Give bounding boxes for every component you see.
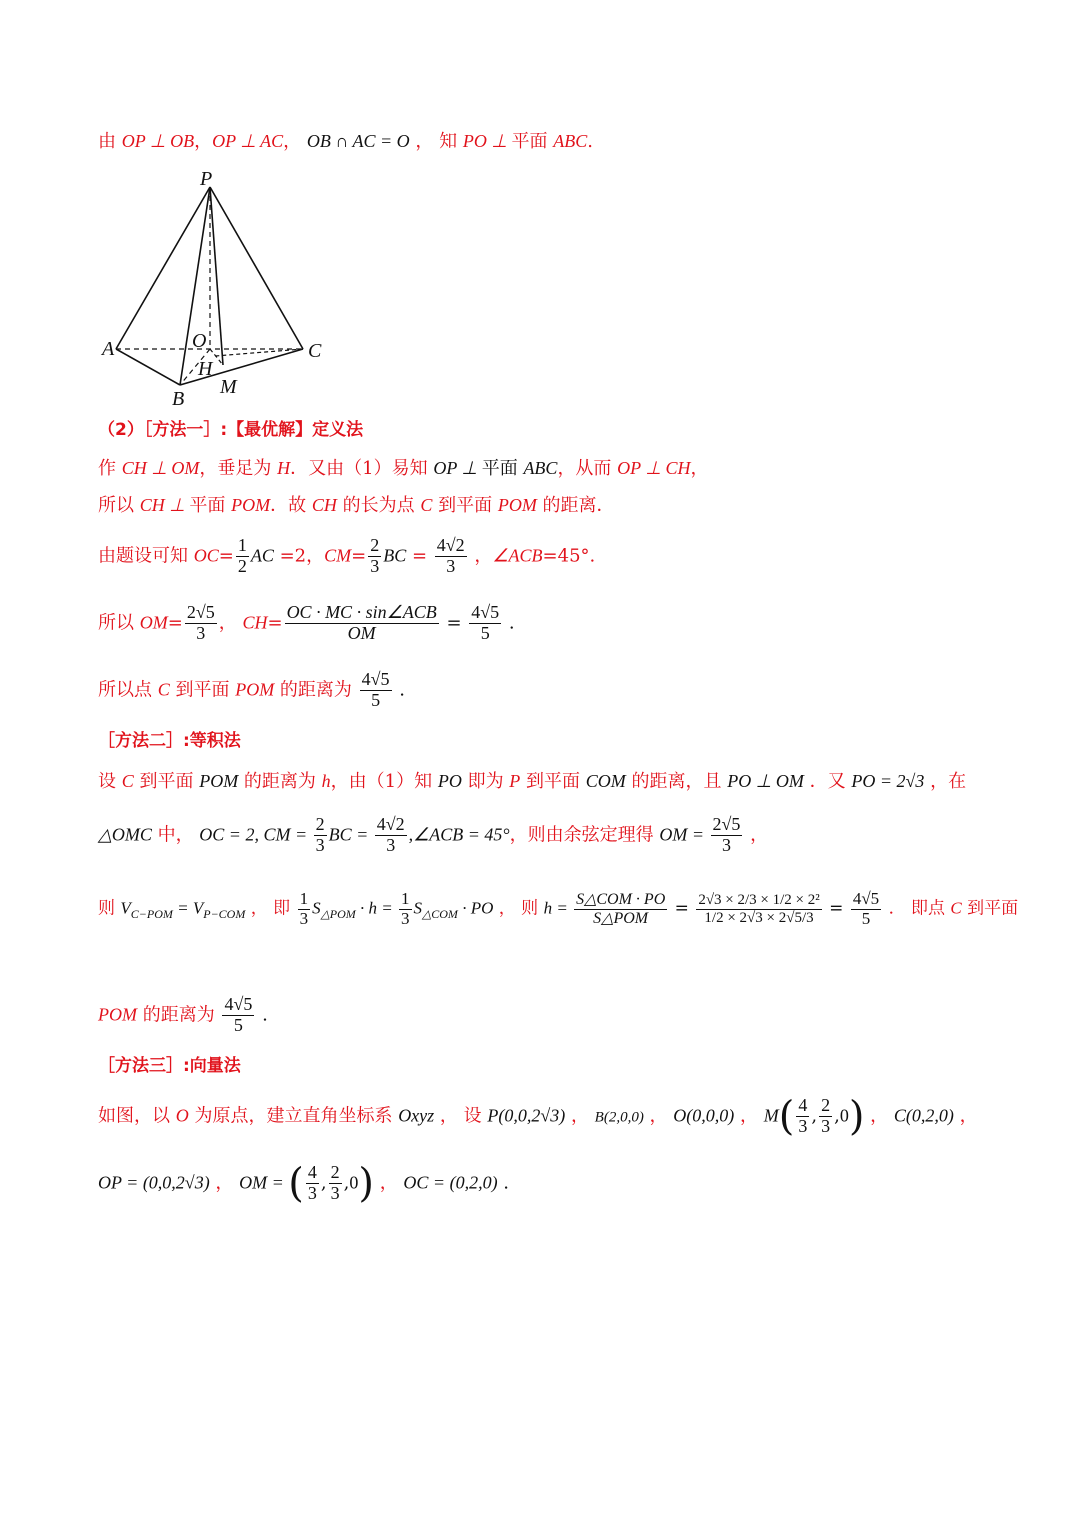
- text: =: [440, 612, 468, 634]
- math: OM =: [659, 824, 709, 845]
- text: 所以: [98, 612, 140, 634]
- math: POM: [497, 495, 537, 515]
- text: 的距离为: [274, 679, 358, 701]
- numerator: 2√3 × 2/3 × 1/2 × 2²: [698, 892, 820, 909]
- denominator: S△POM: [593, 909, 649, 927]
- math: POM: [199, 771, 239, 791]
- text: .: [587, 131, 593, 152]
- numerator: 1: [237, 535, 247, 555]
- edge-PM: [210, 187, 223, 365]
- math: O(0,0,0): [673, 1105, 735, 1126]
- edge-PA: [116, 187, 210, 349]
- numerator: S△COM · PO: [576, 891, 666, 909]
- text: ，从而: [557, 458, 618, 479]
- denominator: 5: [861, 908, 871, 928]
- text: ，垂足为: [199, 458, 278, 479]
- right-paren: ): [848, 1093, 865, 1140]
- math: M: [763, 1105, 779, 1126]
- denominator: 3: [798, 1115, 808, 1136]
- heading-text: ［方法三］:向量法: [98, 1056, 241, 1076]
- text: ，: [283, 131, 307, 152]
- text: 平面: [189, 495, 232, 516]
- subscript: P−COM: [203, 907, 246, 922]
- math: CH: [311, 495, 337, 515]
- label-B: B: [172, 388, 185, 407]
- fraction: [399, 890, 412, 928]
- math: C(0,2,0): [893, 1105, 954, 1126]
- line-5: [98, 536, 595, 577]
- math: POM: [98, 1004, 137, 1025]
- label-C: C: [308, 340, 322, 362]
- denominator: 3: [446, 555, 456, 576]
- numerator: 1: [401, 889, 410, 908]
- text: ，则由余弦定理得: [509, 824, 660, 846]
- text: 平面: [481, 458, 524, 479]
- math: P(0,0,2√3): [487, 1105, 566, 1126]
- math: ABC: [553, 131, 588, 151]
- math: OB ∩ AC = O: [306, 131, 410, 151]
- numerator: 4√2: [376, 814, 405, 834]
- heading-text: ［方法二］:等积法: [98, 731, 241, 751]
- math: OC = 2, CM =: [199, 824, 312, 845]
- denominator: 3: [307, 1182, 317, 1203]
- heading-text: （2）［方法一］:【最优解】定义法: [98, 420, 364, 440]
- math: PO ⊥: [462, 131, 512, 151]
- math: OP ⊥ CH: [617, 458, 691, 478]
- text: 的长为点: [336, 495, 421, 516]
- numerator: 4√2: [436, 535, 465, 555]
- subscript: △COM: [422, 907, 458, 922]
- text: =: [267, 612, 283, 634]
- coordinate: 0: [349, 1172, 359, 1193]
- denominator: 1/2 × 2√3 × 2√5/3: [704, 909, 814, 926]
- math: OP ⊥: [433, 458, 482, 478]
- edge-AB: [116, 349, 180, 385]
- text: 由: [98, 131, 122, 152]
- comma: ,: [320, 1172, 327, 1194]
- math: ∠ACB: [492, 545, 543, 566]
- fraction: [819, 1096, 832, 1137]
- math: OC = (0,2,0): [403, 1172, 498, 1193]
- math: OP = (0,0,2√3): [98, 1172, 210, 1193]
- comma: ,: [811, 1105, 818, 1127]
- text: =: [351, 545, 367, 567]
- denominator: 3: [386, 834, 396, 855]
- math: h =: [543, 898, 573, 918]
- fraction: [711, 815, 743, 856]
- text: =: [406, 545, 433, 567]
- math: ABC: [523, 458, 558, 478]
- fraction: [851, 890, 881, 928]
- text: ．又由（1）易知: [290, 458, 434, 479]
- numerator: 1: [299, 889, 309, 908]
- text: 所以点: [98, 679, 158, 701]
- text: 即为: [461, 771, 510, 792]
- math: V: [120, 898, 131, 918]
- text: 到平面: [520, 771, 586, 792]
- coordinate: 0: [839, 1105, 849, 1126]
- fraction: [696, 892, 821, 926]
- fraction: [368, 536, 381, 577]
- numerator: 4√5: [361, 669, 390, 689]
- edge-PB: [180, 187, 210, 385]
- text: 如图，以: [98, 1105, 176, 1127]
- math: C: [420, 495, 433, 515]
- fraction: [375, 815, 407, 856]
- math: · h =: [355, 898, 398, 918]
- text: ，: [209, 1172, 240, 1194]
- numerator: 2: [315, 814, 325, 834]
- math: CH ⊥: [139, 495, 190, 515]
- label-H: H: [198, 358, 213, 380]
- text: =: [669, 898, 695, 919]
- math: ,∠ACB = 45°: [408, 824, 510, 845]
- line-9: [98, 772, 966, 791]
- math: POM: [231, 495, 271, 515]
- text: ，: [194, 131, 213, 152]
- text: ，: [734, 1105, 764, 1127]
- numerator: 2: [370, 535, 380, 555]
- math: PO ⊥ OM: [727, 771, 804, 791]
- text: ，: [953, 1105, 978, 1127]
- numerator: 4√5: [471, 602, 500, 622]
- math: OM: [139, 612, 168, 633]
- math: CH: [242, 612, 268, 633]
- math: CM: [324, 545, 352, 566]
- denominator: 3: [401, 908, 410, 928]
- text: ，在: [924, 771, 967, 792]
- fraction: [222, 995, 254, 1036]
- math: OP ⊥ AC: [212, 131, 284, 151]
- math: = V: [172, 898, 204, 918]
- fraction: [435, 536, 467, 577]
- numerator: 2: [330, 1162, 340, 1182]
- math: C: [121, 771, 134, 791]
- text: .: [503, 612, 515, 634]
- text: 到平面: [133, 771, 200, 792]
- text: .: [497, 1172, 510, 1194]
- denominator: 3: [821, 1115, 831, 1136]
- line-4: [98, 496, 615, 515]
- text: =2，: [273, 545, 325, 567]
- text: 所以: [98, 495, 140, 516]
- text: =: [167, 612, 183, 634]
- text: ，: [565, 1105, 595, 1127]
- left-paren: (: [778, 1093, 795, 1140]
- method-one-heading: [98, 422, 363, 439]
- numerator: 2: [821, 1095, 831, 1115]
- denominator: 5: [371, 689, 381, 710]
- text: ， 则: [493, 898, 544, 919]
- text: ， 知: [409, 131, 463, 152]
- line-14: [98, 1093, 978, 1140]
- math: BC: [383, 545, 407, 566]
- text: 中，: [151, 824, 200, 846]
- denominator: 3: [299, 908, 309, 928]
- numerator: 2√5: [712, 814, 741, 834]
- math: OM =: [239, 1172, 289, 1193]
- text: 到平面: [961, 898, 1019, 919]
- subscript: C−POM: [130, 907, 173, 922]
- text: 的距离为: [238, 771, 322, 792]
- fraction: [285, 603, 439, 644]
- denominator: 5: [480, 622, 490, 643]
- edge-PC: [210, 187, 303, 349]
- line-11: [98, 890, 1018, 928]
- math: BC =: [328, 824, 373, 845]
- fraction: [306, 1163, 319, 1204]
- denominator: 2: [237, 555, 247, 576]
- line-1: [98, 132, 593, 151]
- comma: ,: [343, 1172, 350, 1194]
- text: ，由（1）知: [330, 771, 438, 792]
- math: O: [175, 1105, 189, 1126]
- comma: ,: [834, 1105, 840, 1127]
- math: S: [312, 898, 321, 918]
- text: 由题设可知: [98, 545, 194, 567]
- math: B(2,0,0): [594, 1109, 644, 1126]
- numerator: 4√5: [852, 889, 880, 908]
- line-12: [98, 995, 268, 1036]
- text: 平面: [511, 131, 554, 152]
- denominator: 5: [233, 1014, 243, 1035]
- label-O: O: [192, 330, 207, 352]
- math: PO = 2√3: [851, 771, 925, 791]
- text: ，: [373, 1172, 404, 1194]
- line-7: [98, 670, 405, 711]
- text: 设: [98, 771, 122, 792]
- math: S: [413, 898, 423, 918]
- fraction: [796, 1096, 809, 1137]
- numerator: 4: [307, 1162, 317, 1182]
- math: CH ⊥ OM: [121, 458, 200, 478]
- text: 作: [98, 458, 122, 479]
- math: C: [950, 898, 962, 918]
- math: △OMC: [98, 824, 152, 845]
- text: 的距离．: [536, 495, 615, 516]
- method-two-heading: [98, 733, 241, 750]
- label-P: P: [200, 168, 213, 190]
- numerator: 4√5: [224, 994, 253, 1014]
- method-three-heading: [98, 1058, 241, 1075]
- fraction: [574, 891, 667, 927]
- right-paren: ): [358, 1160, 374, 1207]
- fraction: [314, 815, 327, 856]
- math: Oxyz: [398, 1105, 435, 1126]
- numerator: 2√5: [186, 602, 215, 622]
- text: 为原点，建立直角坐标系: [188, 1105, 399, 1127]
- math: POM: [235, 679, 275, 700]
- text: 到平面: [432, 495, 498, 516]
- line-3: [98, 459, 709, 478]
- denominator: 3: [370, 555, 380, 576]
- text: ．故: [270, 495, 312, 516]
- text: =: [823, 898, 849, 919]
- text: .: [393, 679, 405, 701]
- math: · PO: [457, 898, 494, 918]
- text: ．又: [803, 771, 852, 792]
- text: ，: [218, 612, 243, 634]
- label-A: A: [102, 338, 115, 360]
- text: ，: [864, 1105, 894, 1127]
- text: 的距离为: [137, 1004, 221, 1026]
- text: ． 即点: [883, 898, 951, 919]
- text: ，: [468, 545, 493, 567]
- math: OP ⊥ OB: [121, 131, 195, 151]
- fraction: [329, 1163, 342, 1204]
- denominator: 3: [196, 622, 206, 643]
- line-6: [98, 603, 515, 644]
- label-M: M: [220, 376, 237, 398]
- left-paren: (: [288, 1160, 304, 1207]
- text: =45°.: [542, 545, 596, 567]
- text: ，: [643, 1105, 674, 1127]
- pyramid-figure: [98, 165, 338, 407]
- math: P: [509, 771, 521, 791]
- fraction: [469, 603, 501, 644]
- text: 的距离，且: [625, 771, 728, 792]
- numerator: 4: [798, 1095, 808, 1115]
- text: ，: [690, 458, 709, 479]
- math: OC: [193, 545, 219, 566]
- denominator: 3: [721, 834, 731, 855]
- text: 到平面: [169, 679, 236, 701]
- denominator: 3: [315, 834, 325, 855]
- math: AC: [250, 545, 274, 566]
- text: .: [256, 1004, 268, 1026]
- math: h: [321, 771, 331, 791]
- math: H: [277, 458, 291, 478]
- math: COM: [585, 771, 626, 791]
- math: PO: [437, 771, 462, 791]
- subscript: △POM: [320, 907, 356, 922]
- text: =: [218, 545, 234, 567]
- line-15: [98, 1160, 510, 1207]
- fraction: [185, 603, 217, 644]
- math: C: [157, 679, 170, 700]
- numerator: OC · MC · sin∠ACB: [286, 602, 437, 622]
- denominator: OM: [347, 622, 376, 643]
- text: ，: [744, 824, 769, 846]
- fraction: [236, 536, 249, 577]
- fraction: [360, 670, 392, 711]
- text: ， 设: [434, 1105, 488, 1127]
- text: 则: [98, 898, 121, 919]
- denominator: 3: [330, 1182, 340, 1203]
- fraction: [298, 890, 311, 928]
- line-10: [98, 815, 768, 856]
- text: ， 即: [245, 898, 296, 919]
